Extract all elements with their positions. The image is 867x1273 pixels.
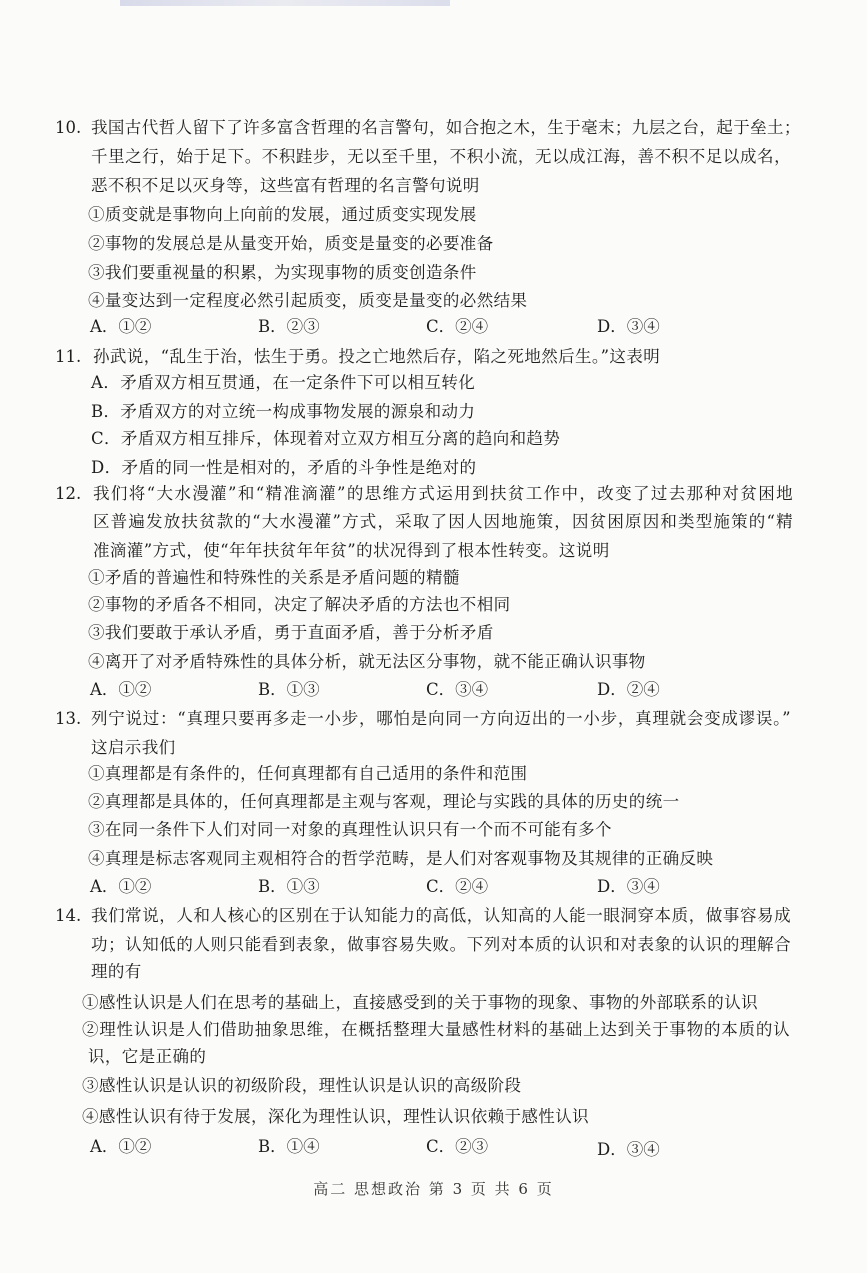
answer-option: B．①④ [258,1137,320,1156]
question-stem-line: 孙武说，“乱生于治，怯生于勇。投之亡地然后存，陷之死地然后生。”这表明 [93,347,661,366]
answer-option: A．①② [90,317,152,336]
question-number: 10. [55,118,82,137]
question-stem-line: 理的有 [91,962,142,981]
question-stem-line: 功；认知低的人则只能看到表象，做事容易失败。下列对本质的认识和对表象的认识的理解合 [91,935,791,954]
answer-option: B．②③ [258,317,320,336]
statement-item: ④真理是标志客观同主观相符合的哲学范畴，是人们对客观事物及其规律的正确反映 [88,849,714,868]
statement-item: ②真理都是具体的，任何真理都是主观与客观，理论与实践的具体的历史的统一 [88,792,680,811]
statement-item: ③感性认识是认识的初级阶段，理性认识是认识的高级阶段 [82,1076,522,1095]
statement-item: B．矛盾双方的对立统一构成事物发展的源泉和动力 [91,402,476,421]
statement-item: ②理性认识是人们借助抽象思维，在概括整理大量感性材料的基础上达到关于事物的本质的认 [82,1020,790,1039]
statement-item: 识，它是正确的 [88,1047,207,1066]
question-stem-line: 这启示我们 [91,738,176,757]
statement-item: ④离开了对矛盾特殊性的具体分析，就无法区分事物，就不能正确认识事物 [88,652,646,671]
question-number: 13. [55,709,82,728]
answer-option: B．①③ [258,877,320,896]
question-number: 11. [55,347,82,366]
statement-item: ③我们要敢于承认矛盾，勇于直面矛盾，善于分析矛盾 [88,623,494,642]
statement-item: ③我们要重视量的积累，为实现事物的质变创造条件 [88,263,477,282]
answer-option: C．②④ [426,877,489,896]
answer-option: D．③④ [597,877,660,896]
answer-option: D．②④ [597,680,660,699]
answer-option: A．①② [90,680,152,699]
statement-item: ④量变达到一定程度必然引起质变，质变是量变的必然结果 [88,291,528,310]
answer-option: A．①② [90,877,152,896]
statement-item: ②事物的矛盾各不相同，决定了解决矛盾的方法也不相同 [88,595,511,614]
scan-artifact [120,0,450,6]
answer-option: B．①③ [258,680,320,699]
question-number: 12. [55,484,82,503]
answer-option: C．②③ [426,1137,489,1156]
question-stem-line: 恶不积不足以灭身等，这些富有哲理的名言警句说明 [91,176,480,195]
page-footer: 高二 思想政治 第 3 页 共 6 页 [313,1180,554,1198]
statement-item: C．矛盾双方相互排斥，体现着对立双方相互分离的趋向和趋势 [91,429,561,448]
question-stem-line: 区普遍发放扶贫款的“大水漫灌”方式，采取了因人因地施策，因贫困原因和类型施策的“精 [93,512,793,531]
answer-option: A．①② [90,1137,152,1156]
question-stem-line: 千里之行，始于足下。不积跬步，无以至千里，不积小流，无以成江海，善不积不足以成名， [91,147,791,166]
question-stem-line: 准滴灌”方式，使“年年扶贫年年贫”的状况得到了根本性转变。这说明 [93,541,610,560]
statement-item: ③在同一条件下人们对同一对象的真理性认识只有一个而不可能有多个 [88,820,612,839]
question-stem-line: 我们将“大水漫灌”和“精准滴灌”的思维方式运用到扶贫工作中，改变了过去那种对贫困地 [93,484,793,503]
statement-item: ①真理都是有条件的，任何真理都有自己适用的条件和范围 [88,764,528,783]
statement-item: D．矛盾的同一性是相对的，矛盾的斗争性是绝对的 [91,458,477,477]
answer-option: C．②④ [426,317,489,336]
statement-item: ②事物的发展总是从量变开始，质变是量变的必要准备 [88,234,494,253]
question-stem-line: 我国古代哲人留下了许多富含哲理的名言警句，如合抱之木，生于毫末；九层之台，起于垒土； [91,118,801,137]
statement-item: A．矛盾双方相互贯通，在一定条件下可以相互转化 [91,373,476,392]
statement-item: ①感性认识是人们在思考的基础上，直接感受到的关于事物的现象、事物的外部联系的认识 [82,993,758,1012]
statement-item: ①矛盾的普遍性和特殊性的关系是矛盾问题的精髓 [88,568,460,587]
answer-option: D．③④ [597,1140,660,1159]
statement-item: ④感性认识有待于发展，深化为理性认识，理性认识依赖于感性认识 [82,1107,589,1126]
statement-item: ①质变就是事物向上向前的发展，通过质变实现发展 [88,205,477,224]
answer-option: D．③④ [597,317,660,336]
question-number: 14. [55,906,82,925]
answer-option: C．③④ [426,680,489,699]
question-stem-line: 我们常说，人和人核心的区别在于认知能力的高低，认知高的人能一眼洞穿本质，做事容易成 [91,906,791,925]
question-stem-line: 列宁说过：“真理只要再多走一小步，哪怕是向同一方向迈出的一小步，真理就会变成谬误。” [91,709,791,728]
